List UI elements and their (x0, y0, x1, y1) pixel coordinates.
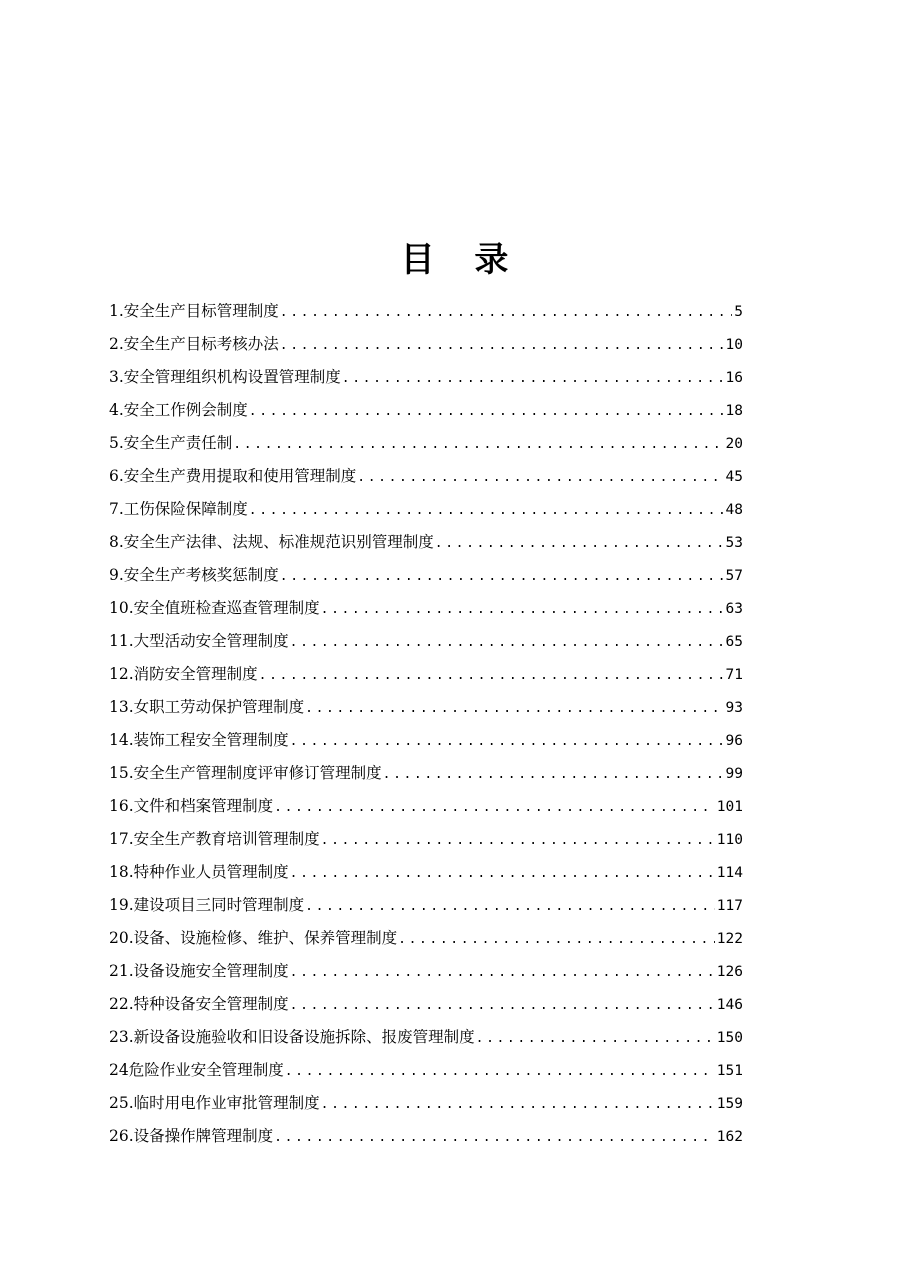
toc-entry[interactable] (109, 823, 743, 856)
dot-leader (321, 1088, 715, 1120)
toc-page-number: 45 (725, 469, 743, 485)
toc-entry-title: 20.设备、设施检修、维护、保养管理制度 (109, 929, 398, 947)
table-of-contents (109, 295, 743, 1153)
toc-entry[interactable] (109, 592, 743, 625)
dot-leader (290, 857, 715, 889)
toc-entry-title: 10.安全值班检查巡查管理制度 (109, 599, 320, 617)
toc-entry[interactable] (109, 1120, 743, 1153)
toc-entry-title: 16.文件和档案管理制度 (109, 797, 274, 815)
toc-entry[interactable] (109, 691, 743, 724)
toc-entry-title: 9.安全生产考核奖惩制度 (109, 566, 279, 584)
toc-entry[interactable] (109, 955, 743, 988)
toc-page-number: 5 (734, 304, 743, 320)
toc-entry[interactable] (109, 1054, 743, 1087)
toc-entry[interactable] (109, 889, 743, 922)
toc-entry[interactable] (109, 625, 743, 658)
toc-entry[interactable] (109, 394, 743, 427)
toc-page-number: 57 (725, 568, 743, 584)
toc-entry[interactable] (109, 526, 743, 559)
toc-page-number: 150 (716, 1030, 743, 1046)
toc-entry[interactable] (109, 460, 743, 493)
toc-entry[interactable] (109, 427, 743, 460)
toc-entry-title: 6.安全生产费用提取和使用管理制度 (109, 467, 357, 485)
dot-leader (274, 791, 715, 823)
dot-leader (274, 1121, 715, 1153)
dot-leader (249, 494, 724, 526)
dot-leader (280, 560, 724, 592)
page-title: 目 录 (400, 239, 523, 280)
toc-entry-title: 21.设备设施安全管理制度 (109, 962, 289, 980)
toc-entry[interactable] (109, 724, 743, 757)
toc-page-number: 122 (716, 931, 743, 947)
dot-leader (290, 956, 715, 988)
toc-entry-title: 22.特种设备安全管理制度 (109, 995, 289, 1013)
toc-page-number: 114 (716, 865, 743, 881)
toc-entry-title: 1.安全生产目标管理制度 (109, 302, 279, 320)
dot-leader (290, 725, 724, 757)
toc-entry-title: 18.特种作业人员管理制度 (109, 863, 289, 881)
toc-entry-title: 24危险作业安全管理制度 (109, 1061, 284, 1079)
toc-entry[interactable] (109, 988, 743, 1021)
dot-leader (357, 461, 723, 493)
toc-page-number: 93 (725, 700, 743, 716)
dot-leader (259, 659, 724, 691)
toc-entry[interactable] (109, 922, 743, 955)
dot-leader (305, 692, 723, 724)
toc-page-number: 48 (725, 502, 743, 518)
dot-leader (249, 395, 724, 427)
dot-leader (383, 758, 724, 790)
dot-leader (342, 362, 724, 394)
toc-page-number: 65 (725, 634, 743, 650)
toc-entry-title: 13.女职工劳动保护管理制度 (109, 698, 305, 716)
dot-leader (290, 626, 724, 658)
toc-page-number: 159 (716, 1096, 743, 1112)
toc-entry-title: 17.安全生产教育培训管理制度 (109, 830, 320, 848)
dot-leader (476, 1022, 715, 1054)
toc-page-number: 151 (716, 1063, 743, 1079)
toc-page-number: 53 (725, 535, 743, 551)
toc-entry-title: 2.安全生产目标考核办法 (109, 335, 279, 353)
dot-leader (233, 428, 723, 460)
toc-entry[interactable] (109, 1087, 743, 1120)
toc-entry[interactable] (109, 295, 743, 328)
toc-entry-title: 4.安全工作例会制度 (109, 401, 248, 419)
toc-page-number: 126 (716, 964, 743, 980)
toc-page-number: 110 (716, 832, 743, 848)
toc-page-number: 117 (716, 898, 743, 914)
dot-leader (290, 989, 715, 1021)
toc-page-number: 63 (725, 601, 743, 617)
toc-entry-title: 12.消防安全管理制度 (109, 665, 258, 683)
toc-entry[interactable] (109, 559, 743, 592)
toc-entry-title: 25.临时用电作业审批管理制度 (109, 1094, 320, 1112)
toc-page-number: 96 (725, 733, 743, 749)
dot-leader (398, 923, 715, 955)
dot-leader (280, 329, 724, 361)
toc-page-number: 162 (716, 1129, 743, 1145)
toc-entry[interactable] (109, 856, 743, 889)
dot-leader (435, 527, 724, 559)
toc-entry[interactable] (109, 658, 743, 691)
toc-entry[interactable] (109, 1021, 743, 1054)
toc-entry-title: 23.新设备设施验收和旧设备设施拆除、报废管理制度 (109, 1028, 475, 1046)
toc-entry-title: 5.安全生产责任制 (109, 434, 233, 452)
toc-entry[interactable] (109, 790, 743, 823)
toc-entry[interactable] (109, 361, 743, 394)
dot-leader (321, 593, 724, 625)
toc-page-number: 101 (716, 799, 743, 815)
toc-page-number: 10 (725, 337, 743, 353)
dot-leader (280, 296, 732, 328)
toc-entry-title: 19.建设项目三同时管理制度 (109, 896, 305, 914)
toc-page-number: 16 (725, 370, 743, 386)
dot-leader (321, 824, 715, 856)
toc-page-number: 20 (725, 436, 743, 452)
toc-entry[interactable] (109, 757, 743, 790)
toc-entry-title: 3.安全管理组织机构设置管理制度 (109, 368, 341, 386)
toc-page-number: 146 (716, 997, 743, 1013)
toc-entry-title: 8.安全生产法律、法规、标准规范识别管理制度 (109, 533, 434, 551)
dot-leader (305, 890, 715, 922)
toc-entry[interactable] (109, 493, 743, 526)
toc-page-number: 18 (725, 403, 743, 419)
toc-entry-title: 14.装饰工程安全管理制度 (109, 731, 289, 749)
toc-entry-title: 15.安全生产管理制度评审修订管理制度 (109, 764, 382, 782)
dot-leader (285, 1055, 715, 1087)
toc-entry[interactable] (109, 328, 743, 361)
toc-entry-title: 26.设备操作牌管理制度 (109, 1127, 274, 1145)
toc-page-number: 99 (725, 766, 743, 782)
toc-entry-title: 7.工伤保险保障制度 (109, 500, 248, 518)
toc-page-number: 71 (725, 667, 743, 683)
toc-entry-title: 11.大型活动安全管理制度 (109, 632, 289, 650)
